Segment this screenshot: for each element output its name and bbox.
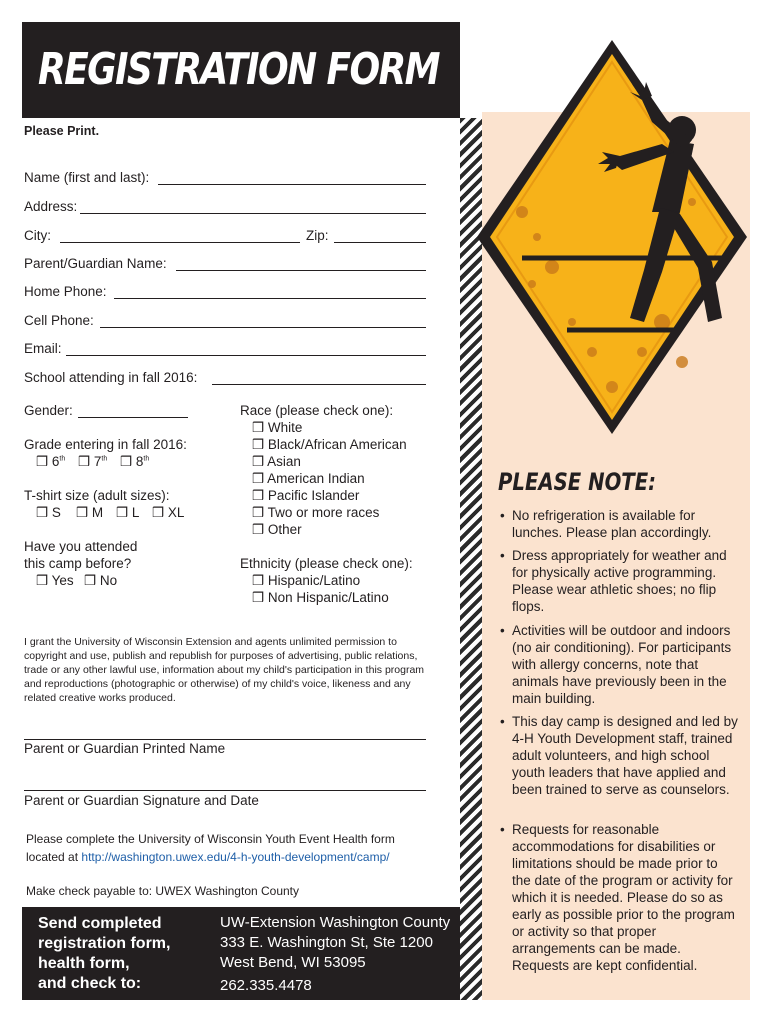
tshirt-s-option[interactable]: ❒ S xyxy=(36,505,61,520)
footer-address-city: West Bend, WI 53095 xyxy=(220,954,366,971)
name-label: Name (first and last): xyxy=(24,170,150,185)
race-option-two-or-more[interactable]: ❒ Two or more races xyxy=(252,505,380,520)
health-form-text: Please complete the University of Wisconsin Youth Event Health form xyxy=(26,832,395,846)
race-option-asian[interactable]: ❒ Asian xyxy=(252,454,301,469)
tshirt-label: T-shirt size (adult sizes): xyxy=(24,488,170,503)
bullet-icon: • xyxy=(500,548,505,563)
health-form-location: located at http://washington.uwex.edu/4-h-youth-development/camp/ xyxy=(26,850,390,864)
parent-name-label: Parent/Guardian Name: xyxy=(24,256,167,271)
cell-phone-field[interactable] xyxy=(100,327,426,328)
home-phone-field[interactable] xyxy=(114,298,426,299)
email-field[interactable] xyxy=(66,355,426,356)
checkbox-icon: ❒ xyxy=(252,573,265,588)
race-option-black[interactable]: ❒ Black/African American xyxy=(252,437,407,452)
please-print-label: Please Print. xyxy=(24,124,100,138)
checkbox-icon: ❒ xyxy=(252,590,265,605)
signature-label: Parent or Guardian Signature and Date xyxy=(24,793,259,808)
name-field[interactable] xyxy=(158,184,426,185)
tshirt-m-option[interactable]: ❒ M xyxy=(76,505,104,520)
footer-send-line-3: health form, xyxy=(38,955,130,972)
email-label: Email: xyxy=(24,341,62,356)
grade-7-option[interactable]: ❒ 7th xyxy=(78,454,108,469)
race-option-white[interactable]: ❒ White xyxy=(252,420,303,435)
attended-label-2: this camp before? xyxy=(24,556,132,571)
address-label: Address: xyxy=(24,199,78,214)
bullet-icon: • xyxy=(500,508,505,523)
home-phone-label: Home Phone: xyxy=(24,284,107,299)
title-bar xyxy=(22,22,460,118)
tshirt-xl-option[interactable]: ❒ XL xyxy=(152,505,185,520)
footer-send-line-1: Send completed xyxy=(38,915,162,932)
checkbox-icon: ❒ xyxy=(36,454,49,469)
please-note-heading: PLEASE NOTE: xyxy=(498,468,657,496)
registration-form-page xyxy=(22,22,750,1000)
checkbox-icon: ❒ xyxy=(76,505,89,520)
checkbox-icon: ❒ xyxy=(252,454,265,469)
address-field[interactable] xyxy=(80,213,426,214)
footer-send-line-2: registration form, xyxy=(38,935,171,952)
note-item: • This day camp is designed and led by 4-H Youth Development staff, trained adult volunteers, and high school youth leaders that have applied and been trained to serve as counselors. xyxy=(500,714,738,797)
grade-label: Grade entering in fall 2016: xyxy=(24,437,187,452)
cell-phone-label: Cell Phone: xyxy=(24,313,94,328)
note-item: • Dress appropriately for weather and for physically active programming. Please wear athletic shoes; no flip flops. xyxy=(500,548,727,614)
zip-field[interactable] xyxy=(334,242,426,243)
city-field[interactable] xyxy=(60,242,300,243)
checkbox-icon: ❒ xyxy=(152,505,165,520)
tshirt-l-option[interactable]: ❒ L xyxy=(116,505,140,520)
race-option-other[interactable]: ❒ Other xyxy=(252,522,302,537)
attended-label-1: Have you attended xyxy=(24,539,138,554)
checkbox-icon: ❒ xyxy=(36,573,49,588)
grade-8-option[interactable]: ❒ 8th xyxy=(120,454,150,469)
attended-yes-option[interactable]: ❒ Yes xyxy=(36,573,74,588)
footer-phone: 262.335.4478 xyxy=(220,977,312,994)
grade-6-option[interactable]: ❒ 6th xyxy=(36,454,66,469)
checkbox-icon: ❒ xyxy=(84,573,97,588)
parent-name-field[interactable] xyxy=(176,270,426,271)
ethnicity-option-non-hispanic[interactable]: ❒ Non Hispanic/Latino xyxy=(252,590,389,605)
signature-field[interactable] xyxy=(24,790,426,791)
checkbox-icon: ❒ xyxy=(252,522,265,537)
note-item: • Activities will be outdoor and indoors (no air conditioning). For participants with allergy concerns, note that animals have previously been in the main building. xyxy=(500,623,732,706)
check-payable-text: Make check payable to: UWEX Washington County xyxy=(26,884,300,898)
ethnicity-option-hispanic[interactable]: ❒ Hispanic/Latino xyxy=(252,573,361,588)
permission-statement: I grant the University of Wisconsin Extension and agents unlimited permission to copyright and use, publish and republish for purposes of advertising, public relations, trade or any other lawful use, information about my child's participation in this program and reproductions (photographic or otherwise) of my child's voice, likeness and any related creative works produced. xyxy=(24,636,425,704)
checkbox-icon: ❒ xyxy=(252,505,265,520)
checkbox-icon: ❒ xyxy=(252,488,265,503)
checkbox-icon: ❒ xyxy=(252,471,265,486)
checkbox-icon: ❒ xyxy=(36,505,49,520)
zombie-crossing-sign-icon xyxy=(412,22,750,452)
footer-address-street: 333 E. Washington St, Ste 1200 xyxy=(220,934,433,951)
mailing-footer xyxy=(22,907,460,1000)
gender-field[interactable] xyxy=(78,417,188,418)
footer-send-line-4: and check to: xyxy=(38,975,142,992)
checkbox-icon: ❒ xyxy=(78,454,91,469)
health-form-link[interactable]: http://washington.uwex.edu/4-h-youth-development/camp/ xyxy=(81,850,390,864)
footer-address-org: UW-Extension Washington County xyxy=(220,914,451,931)
race-option-american-indian[interactable]: ❒ American Indian xyxy=(252,471,365,486)
school-field[interactable] xyxy=(212,384,426,385)
checkbox-icon: ❒ xyxy=(116,505,129,520)
note-item: • No refrigeration is available for lunches. Please plan accordingly. xyxy=(500,508,712,540)
gender-label: Gender: xyxy=(24,403,73,418)
printed-name-label: Parent or Guardian Printed Name xyxy=(24,741,226,756)
school-label: School attending in fall 2016: xyxy=(24,370,198,385)
ethnicity-label: Ethnicity (please check one): xyxy=(240,556,413,571)
page-title: REGISTRATION FORM xyxy=(38,44,439,95)
note-item: • Requests for reasonable accommodations for disabilities or limitations should be made prior to the date of the program or activity for which it is needed. Please do so as early as possible prior to the program or activity so that proper arrangements can be made. Requests are kept confidential. xyxy=(500,822,735,973)
zip-label: Zip: xyxy=(306,228,329,243)
race-label: Race (please check one): xyxy=(240,403,394,418)
checkbox-icon: ❒ xyxy=(252,420,265,435)
city-label: City: xyxy=(24,228,51,243)
bullet-icon: • xyxy=(500,714,505,729)
bullet-icon: • xyxy=(500,822,505,837)
attended-no-option[interactable]: ❒ No xyxy=(84,573,118,588)
printed-name-field[interactable] xyxy=(24,739,426,740)
checkbox-icon: ❒ xyxy=(252,437,265,452)
checkbox-icon: ❒ xyxy=(120,454,133,469)
race-option-pacific-islander[interactable]: ❒ Pacific Islander xyxy=(252,488,360,503)
bullet-icon: • xyxy=(500,623,505,638)
